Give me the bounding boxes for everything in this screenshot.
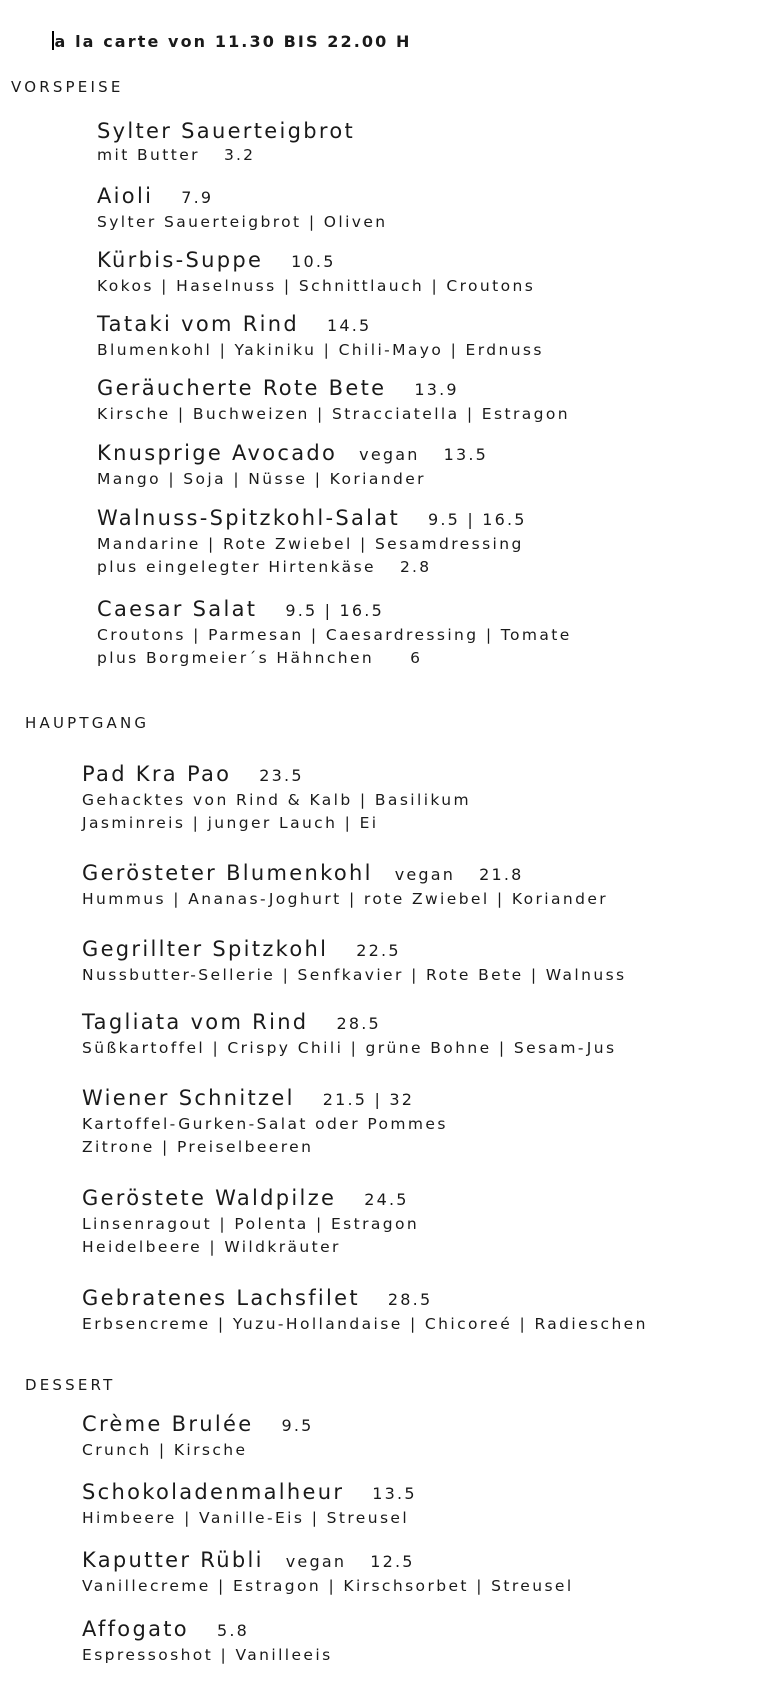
item-name: Kürbis-Suppe	[97, 248, 264, 272]
item-price: 13.5	[372, 1484, 417, 1503]
menu-item	[82, 1285, 648, 1336]
menu-item	[97, 311, 544, 362]
item-description: Croutons | Parmesan | Caesardressing | Tomate	[97, 626, 572, 644]
item-name: Tataki vom Rind	[97, 312, 299, 336]
menu-item	[97, 375, 570, 426]
item-name: Gebratenes Lachsfilet	[82, 1286, 360, 1310]
menu-item	[82, 1411, 313, 1462]
item-name: Affogato	[82, 1617, 189, 1641]
menu-item	[97, 596, 572, 670]
item-name: Pad Kra Pao	[82, 762, 232, 786]
item-name: Gegrillter Spitzkohl	[82, 937, 329, 961]
item-name: Gerösteter Blumenkohl	[82, 861, 373, 885]
item-description: Sylter Sauerteigbrot | Oliven	[97, 213, 388, 231]
item-price: 3.2	[223, 146, 256, 164]
opening-hours-header	[52, 31, 412, 51]
menu-item	[97, 505, 527, 579]
item-description: Linsenragout | Polenta | Estragon	[82, 1215, 420, 1233]
item-description: Crunch | Kirsche	[82, 1441, 248, 1459]
item-price: 28.5	[387, 1290, 433, 1309]
item-description-line-2: Heidelbeere | Wildkräuter	[82, 1238, 341, 1256]
menu-item	[82, 1547, 574, 1598]
item-price: 12.5	[370, 1552, 415, 1571]
item-description-line-2: Jasminreis | junger Lauch | Ei	[82, 814, 379, 832]
item-description: mit Butter	[97, 146, 200, 164]
menu-item	[97, 183, 388, 234]
item-price: 21.5 | 32	[322, 1090, 415, 1109]
item-description: Himbeere | Vanille-Eis | Streusel	[82, 1509, 410, 1527]
menu-item	[82, 1479, 417, 1530]
menu-item	[97, 440, 488, 491]
vegan-tag: vegan	[285, 1552, 347, 1571]
item-price: 9.5 | 16.5	[285, 601, 384, 620]
item-description: Kirsche | Buchweizen | Stracciatella | Estragon	[97, 405, 570, 423]
section-title-hauptgang: HAUPTGANG	[25, 714, 150, 732]
section-title-dessert: DESSERT	[25, 1376, 116, 1394]
item-price: 9.5	[281, 1416, 314, 1435]
menu-item	[82, 1185, 419, 1259]
menu-item	[82, 860, 608, 911]
opening-hours-text: a la carte von 11.30 BIS 22.00 H	[54, 32, 412, 51]
item-name: Walnuss-Spitzkohl-Salat	[97, 506, 400, 530]
menu-item	[82, 761, 471, 835]
menu-item	[82, 936, 627, 987]
item-name: Crème Brulée	[82, 1412, 254, 1436]
item-name: Wiener Schnitzel	[82, 1086, 295, 1110]
item-price: 14.5	[326, 316, 372, 335]
item-description: Mandarine | Rote Zwiebel | Sesamdressing	[97, 535, 524, 553]
menu-item	[82, 1085, 448, 1159]
item-description: Blumenkohl | Yakiniku | Chili-Mayo | Erdnuss	[97, 341, 544, 359]
item-description: Erbsencreme | Yuzu-Hollandaise | Chicoreé | Radieschen	[82, 1315, 648, 1333]
item-name: Geräucherte Rote Bete	[97, 376, 387, 400]
item-price: 13.5	[443, 445, 489, 464]
item-description: Kartoffel-Gurken-Salat oder Pommes	[82, 1115, 448, 1133]
item-name: Tagliata vom Rind	[82, 1010, 309, 1034]
item-price: 28.5	[336, 1014, 381, 1033]
menu-item	[82, 1009, 616, 1060]
item-description-line-2: Zitrone | Preiselbeeren	[82, 1138, 314, 1156]
item-name: Caesar Salat	[97, 597, 258, 621]
item-description: Hummus | Ananas-Joghurt | rote Zwiebel | Koriander	[82, 890, 609, 908]
item-addon: plus eingelegter Hirtenkäse	[97, 558, 376, 576]
item-description: Vanillecreme | Estragon | Kirschsorbet | Streusel	[82, 1577, 574, 1595]
item-description: Mango | Soja | Nüsse | Koriander	[97, 470, 426, 488]
menu-item	[97, 118, 355, 167]
item-name: Aioli	[97, 184, 154, 208]
item-price: 5.8	[216, 1621, 249, 1640]
item-description: Gehacktes von Rind & Kalb | Basilikum	[82, 791, 472, 809]
item-description: Nussbutter-Sellerie | Senfkavier | Rote Bete | Walnuss	[82, 966, 627, 984]
item-name: Schokoladenmalheur	[82, 1480, 345, 1504]
item-price: 24.5	[364, 1190, 409, 1209]
item-name: Sylter Sauerteigbrot	[97, 119, 356, 143]
text-cursor	[52, 31, 54, 50]
addon-price: 2.8	[400, 558, 432, 576]
item-name: Geröstete Waldpilze	[82, 1186, 337, 1210]
section-title-vorspeise: VORSPEISE	[11, 78, 124, 96]
item-addon: plus Borgmeier´s Hähnchen	[97, 649, 375, 667]
item-name: Kaputter Rübli	[82, 1548, 264, 1572]
item-price: 9.5 | 16.5	[427, 510, 527, 529]
vegan-tag: vegan	[359, 445, 420, 464]
item-description: Süßkartoffel | Crispy Chili | grüne Bohne | Sesam-Jus	[82, 1039, 617, 1057]
item-name: Knusprige Avocado	[97, 441, 338, 465]
item-price: 7.9	[181, 188, 214, 207]
addon-price: 6	[410, 649, 423, 667]
item-description: Espressoshot | Vanilleeis	[82, 1646, 333, 1664]
item-price: 10.5	[291, 252, 336, 271]
menu-item	[82, 1616, 333, 1667]
item-price: 23.5	[259, 766, 304, 785]
item-price: 22.5	[356, 941, 401, 960]
item-price: 13.9	[414, 380, 459, 399]
vegan-tag: vegan	[394, 865, 456, 884]
item-price: 21.8	[479, 865, 524, 884]
menu-item	[97, 247, 535, 298]
item-description: Kokos | Haselnuss | Schnittlauch | Croutons	[97, 277, 536, 295]
